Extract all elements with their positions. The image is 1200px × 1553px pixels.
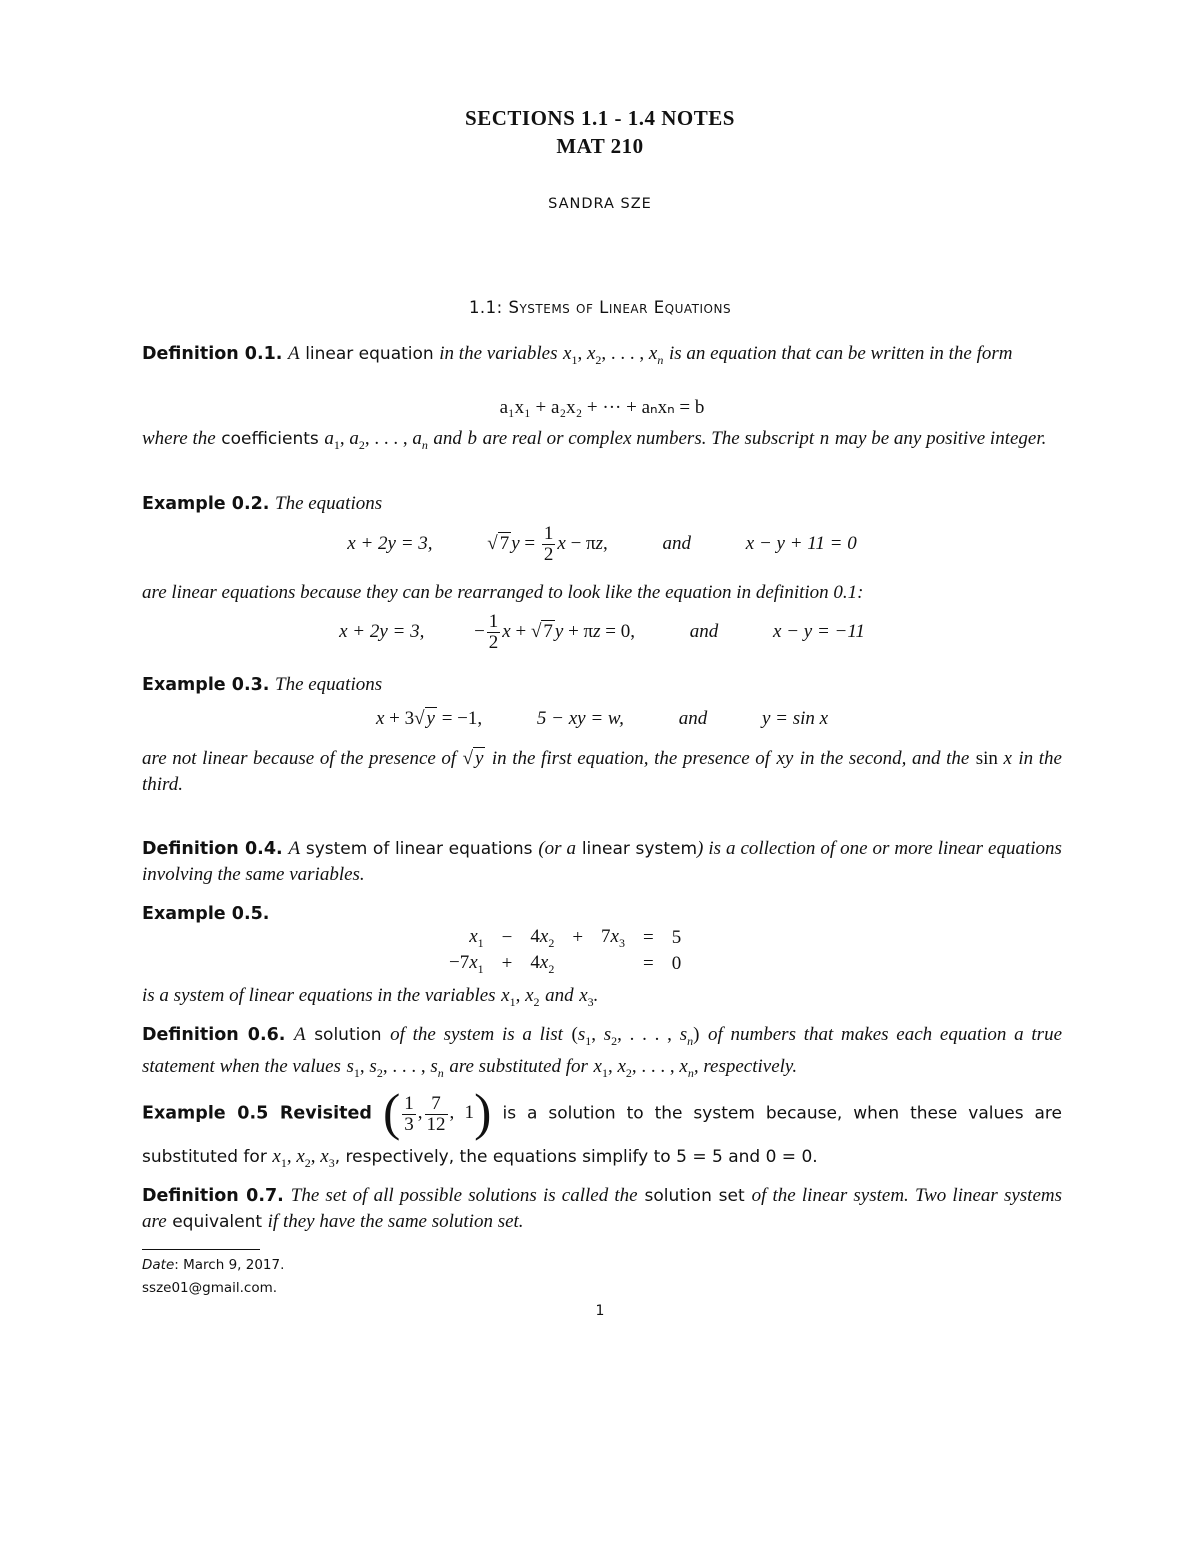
definition-label: Definition 0.4. — [142, 839, 283, 859]
example-label: Example 0.5. — [142, 904, 270, 924]
footnote-date: Date: March 9, 2017. — [142, 1257, 285, 1273]
defined-term: coefficients — [221, 429, 319, 449]
example-label: Example 0.2. — [142, 494, 270, 514]
definition-0-7: Definition 0.7. The set of all possible solutions is called the solution set of the linear system. Two linear systems are equivalent if they have the same solution set. — [142, 1185, 1062, 1232]
definition-0-4: Definition 0.4. A system of linear equations (or a linear system) is a collection of one or more linear equations involving the same variables. — [142, 838, 1062, 885]
example-0-5 — [142, 902, 1062, 927]
definition-0-1: Definition 0.1. A linear equation in the variables $x_1$, $x_2$, . . . , $x_n$ is an equation that can be written in the form — [142, 343, 1013, 367]
defined-term: linear system — [581, 839, 698, 859]
example-0-3: Example 0.3. The equations — [142, 674, 383, 695]
example-label: Example 0.5 Revisited — [142, 1103, 372, 1124]
definition-label: Definition 0.1. — [142, 344, 283, 364]
section-title: Systems of Linear Equations — [508, 298, 732, 317]
defined-term: solution — [314, 1025, 382, 1045]
linear-system — [440, 925, 690, 977]
definition-label: Definition 0.7. — [142, 1186, 284, 1206]
section-heading — [0, 298, 1200, 317]
example-0-2: Example 0.2. The equations — [142, 493, 383, 514]
example-0-2-explanation: are linear equations because they can be rearranged to look like the equation in definition 0.1: — [142, 582, 864, 603]
defined-term: solution set — [644, 1186, 745, 1206]
document-title: SECTIONS 1.1 - 1.4 NOTES — [465, 106, 735, 130]
footnote-email: ssze01@gmail.com. — [142, 1280, 278, 1296]
linear-equation-general-form: a₁x₁ + a₂x₂ + ··· + aₙxₙ = b — [499, 397, 705, 418]
example-0-2-rearranged: x + 2y = 3, − $\frac{1}{2}$ x + √ 7 y + πz = 0, and x − y = −11 — [339, 611, 865, 653]
footnote-rule — [142, 1249, 260, 1250]
definition-0-1-continued: where the coefficients $a_1$, $a_2$, . . . , $a_n$ and b are real or complex numbers. The subscript n may be any positive integer. — [142, 428, 1047, 452]
example-label: Example 0.3. — [142, 675, 270, 695]
course-code: MAT 210 — [556, 134, 644, 158]
example-0-3-equations: x + 3√ y = −1, 5 − xy = w, and y = sin x — [375, 708, 829, 729]
example-0-5-explanation: is a system of linear equations in the variables $x_1$, $x_2$ and $x_3$. — [142, 985, 599, 1009]
page-number: 1 — [595, 1303, 605, 1319]
system-row: $x_1$ − $4x_2$ + $7x_3$ = 5 — [469, 925, 682, 950]
example-0-3-explanation: are not linear because of the presence of √ y in the first equation, the presence of xy in the second, and the sin x in the third. — [142, 748, 1062, 795]
definition-0-6: Definition 0.6. A solution of the system is a list ($s_1$, $s_2$, . . . , $s_n$) of numbers that makes each equation a true statement when the values $s_1$, $s_2$, . . . , $s_n$ are substituted for $x_1$, $x_2$, . . . , $x_n$, respectively. — [142, 1024, 1062, 1080]
author-name: SANDRA SZE — [548, 196, 652, 212]
definition-label: Definition 0.6. — [142, 1025, 286, 1045]
defined-term: system of linear equations — [305, 839, 533, 859]
defined-term: equivalent — [172, 1212, 263, 1232]
example-0-2-equations: x + 2y = 3, √ 7 y = $\frac{1}{2}$ x − πz, and x − y + 11 = 0 — [347, 523, 857, 565]
system-row: $-7x_1$ + $4x_2$ = 0 — [449, 951, 682, 976]
defined-term: linear equation — [305, 344, 434, 364]
example-0-5-revisited: Example 0.5 Revisited ( $\frac{1}{3}$ , $\frac{7}{12}$ , 1) is a solution to the system because, when these values are substituted for $x_1$, $x_2$, $x_3$, respectively, the equations simplify to 5 = 5 and 0 = 0. — [142, 1085, 1062, 1170]
section-number: 1.1: — [468, 298, 503, 317]
